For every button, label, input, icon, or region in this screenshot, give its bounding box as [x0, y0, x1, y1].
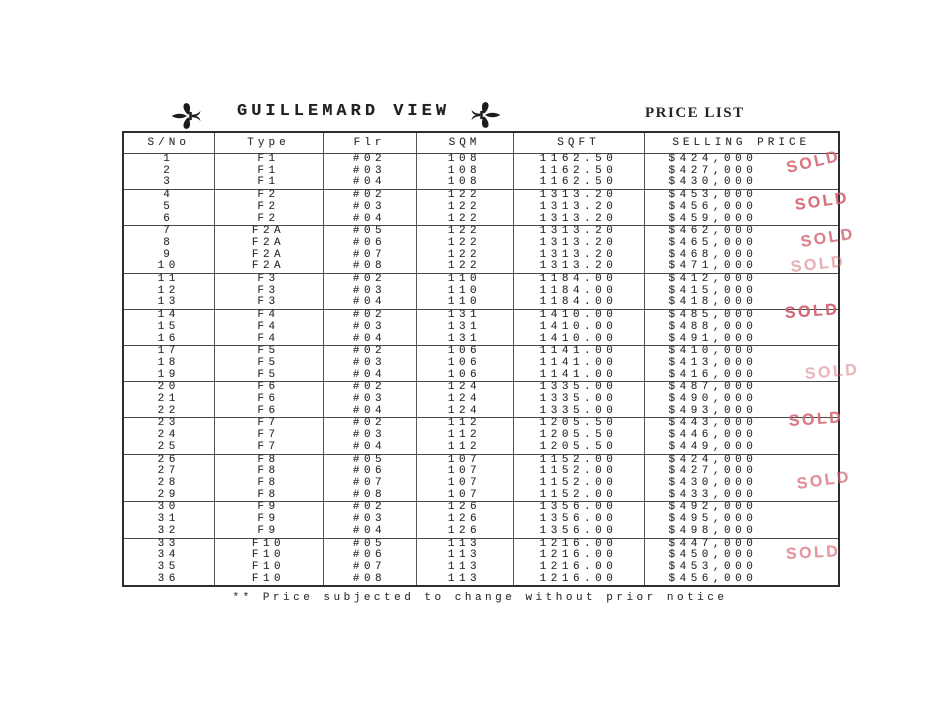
- cell-flr: #02: [323, 190, 416, 202]
- fleur-de-lis-icon: [170, 100, 204, 132]
- cell-type: F10: [214, 550, 323, 562]
- sold-stamp: SOLD: [784, 147, 842, 177]
- cell-sqft: 1335.00: [513, 382, 644, 394]
- cell-type: F2A: [214, 261, 323, 273]
- row-group: [123, 382, 839, 418]
- cell-sqft: 1410.00: [513, 322, 644, 334]
- cell-selling-price: [644, 526, 839, 538]
- price-value: $449,000: [668, 440, 758, 453]
- cell-sno: 31: [123, 514, 214, 526]
- cell-type: F5: [214, 370, 323, 382]
- row-group: [123, 453, 852, 502]
- cell-sqm: 106: [416, 370, 513, 382]
- cell-sno: 25: [123, 442, 214, 454]
- cell-sqft: 1141.00: [513, 358, 644, 370]
- cell-type: F6: [214, 382, 323, 394]
- cell-type: F6: [214, 406, 323, 418]
- sold-stamp: SOLD: [799, 225, 856, 251]
- price-value: $413,000: [668, 356, 758, 369]
- cell-type: F2A: [214, 238, 323, 250]
- cell-sno: 35: [123, 562, 214, 574]
- cell-sqft: 1184.00: [513, 297, 644, 309]
- price-value: $459,000: [668, 212, 758, 225]
- cell-sqm: 122: [416, 190, 513, 202]
- cell-sqft: 1313.20: [513, 250, 644, 262]
- cell-type: F6: [214, 394, 323, 406]
- cell-type: F8: [214, 454, 323, 466]
- column-header-type: Type: [214, 132, 323, 154]
- cell-sno: 12: [123, 286, 214, 298]
- price-value: $498,000: [668, 524, 758, 537]
- price-value: $416,000: [668, 368, 758, 381]
- column-header-sqm: SQM: [416, 132, 513, 154]
- cell-sno: 13: [123, 297, 214, 309]
- cell-type: F3: [214, 286, 323, 298]
- price-value: $433,000: [668, 488, 758, 501]
- cell-sqft: 1410.00: [513, 334, 644, 346]
- cell-flr: #05: [323, 454, 416, 466]
- cell-type: F2: [214, 190, 323, 202]
- cell-flr: #06: [323, 550, 416, 562]
- cell-sno: 24: [123, 430, 214, 442]
- cell-type: F9: [214, 514, 323, 526]
- cell-type: F7: [214, 442, 323, 454]
- cell-sqft: 1205.50: [513, 418, 644, 430]
- cell-sqm: 126: [416, 526, 513, 538]
- price-value: $471,000: [668, 260, 758, 273]
- page-title: GUILLEMARD VIEW: [237, 102, 451, 121]
- cell-sqm: 112: [416, 442, 513, 454]
- cell-sqft: 1313.20: [513, 190, 644, 202]
- cell-sno: 4: [123, 190, 214, 202]
- cell-flr: #05: [323, 538, 416, 550]
- price-value: $418,000: [668, 296, 758, 309]
- cell-sqft: 1184.00: [513, 286, 644, 298]
- cell-flr: #04: [323, 406, 416, 418]
- cell-type: F2: [214, 202, 323, 214]
- cell-flr: #08: [323, 490, 416, 502]
- cell-flr: #03: [323, 358, 416, 370]
- fleur-de-lis-icon: [468, 99, 502, 131]
- cell-flr: #03: [323, 430, 416, 442]
- price-list-heading: PRICE LIST: [645, 105, 745, 121]
- cell-sqft: 1152.00: [513, 478, 644, 490]
- row-group: [123, 274, 839, 310]
- cell-type: F4: [214, 334, 323, 346]
- table-row: [123, 526, 839, 538]
- cell-sno: 29: [123, 490, 214, 502]
- cell-sqm: 107: [416, 478, 513, 490]
- cell-flr: #02: [323, 154, 416, 166]
- cell-type: F1: [214, 177, 323, 189]
- cell-sno: 6: [123, 214, 214, 226]
- cell-sqm: 106: [416, 358, 513, 370]
- cell-flr: #02: [323, 502, 416, 514]
- cell-flr: #02: [323, 346, 416, 358]
- cell-sqft: 1313.20: [513, 202, 644, 214]
- sold-stamp: SOLD: [785, 543, 841, 564]
- cell-sqft: 1141.00: [513, 370, 644, 382]
- cell-sqft: 1216.00: [513, 574, 644, 587]
- cell-sqm: 108: [416, 166, 513, 178]
- cell-type: F7: [214, 418, 323, 430]
- cell-flr: #04: [323, 214, 416, 226]
- sold-stamp: SOLD: [795, 468, 852, 493]
- cell-type: F8: [214, 466, 323, 478]
- cell-sqm: 113: [416, 574, 513, 587]
- price-value: $487,000: [668, 381, 758, 394]
- cell-sqft: 1216.00: [513, 538, 644, 550]
- price-value: $430,000: [668, 476, 758, 489]
- cell-sno: 32: [123, 526, 214, 538]
- cell-sqft: 1335.00: [513, 394, 644, 406]
- price-value: $453,000: [668, 189, 758, 202]
- cell-flr: #04: [323, 442, 416, 454]
- cell-sqm: 110: [416, 286, 513, 298]
- cell-flr: #03: [323, 394, 416, 406]
- price-value: $485,000: [668, 309, 758, 322]
- price-value: $447,000: [668, 537, 758, 550]
- cell-type: F7: [214, 430, 323, 442]
- cell-sno: 14: [123, 310, 214, 322]
- cell-sqm: 126: [416, 502, 513, 514]
- cell-sqft: 1313.20: [513, 261, 644, 273]
- row-group: [123, 345, 860, 383]
- cell-selling-price: [644, 214, 839, 226]
- cell-flr: #04: [323, 297, 416, 309]
- cell-flr: #07: [323, 250, 416, 262]
- price-value: $424,000: [668, 453, 758, 466]
- cell-sqm: 110: [416, 297, 513, 309]
- cell-sqft: 1162.50: [513, 166, 644, 178]
- cell-selling-price: [644, 297, 839, 309]
- price-value: $490,000: [668, 393, 758, 406]
- cell-sno: 22: [123, 406, 214, 418]
- cell-sno: 5: [123, 202, 214, 214]
- cell-type: F1: [214, 154, 323, 166]
- cell-selling-price: [644, 574, 839, 587]
- price-value: $468,000: [668, 248, 758, 261]
- cell-flr: #03: [323, 322, 416, 334]
- cell-sqft: 1205.50: [513, 442, 644, 454]
- cell-flr: #03: [323, 286, 416, 298]
- cell-type: F3: [214, 274, 323, 286]
- cell-type: F4: [214, 310, 323, 322]
- cell-sqm: 113: [416, 550, 513, 562]
- cell-type: F3: [214, 297, 323, 309]
- table-row: [123, 177, 839, 189]
- cell-type: F8: [214, 478, 323, 490]
- cell-flr: #04: [323, 526, 416, 538]
- cell-sqm: 107: [416, 490, 513, 502]
- cell-sqm: 131: [416, 334, 513, 346]
- cell-sqm: 124: [416, 382, 513, 394]
- cell-sno: 20: [123, 382, 214, 394]
- price-value: $453,000: [668, 560, 758, 573]
- cell-sno: 27: [123, 466, 214, 478]
- cell-sqft: 1216.00: [513, 550, 644, 562]
- cell-sqft: 1184.00: [513, 274, 644, 286]
- cell-sqm: 113: [416, 562, 513, 574]
- cell-flr: #03: [323, 202, 416, 214]
- cell-sqm: 124: [416, 394, 513, 406]
- cell-sqft: 1335.00: [513, 406, 644, 418]
- price-value: $427,000: [668, 164, 758, 177]
- cell-sqft: 1162.50: [513, 177, 644, 189]
- cell-sno: 23: [123, 418, 214, 430]
- column-header-sqft: SQFT: [513, 132, 644, 154]
- cell-sno: 7: [123, 226, 214, 238]
- footnote: ** Price subjected to change without prior notice: [232, 592, 728, 604]
- cell-sqm: 131: [416, 322, 513, 334]
- sold-stamp: SOLD: [803, 360, 860, 383]
- column-header-sno: S/No: [123, 132, 214, 154]
- cell-sno: 34: [123, 550, 214, 562]
- price-value: $450,000: [668, 549, 758, 562]
- cell-flr: #06: [323, 238, 416, 250]
- price-value: $412,000: [668, 273, 758, 286]
- price-value: $456,000: [668, 200, 758, 213]
- cell-flr: #02: [323, 310, 416, 322]
- cell-selling-price: [644, 334, 839, 346]
- cell-sno: 9: [123, 250, 214, 262]
- price-value: $410,000: [668, 345, 758, 358]
- cell-sqm: 131: [416, 310, 513, 322]
- cell-flr: #07: [323, 562, 416, 574]
- cell-sqm: 122: [416, 226, 513, 238]
- row-group: [123, 147, 842, 190]
- cell-sqft: 1141.00: [513, 346, 644, 358]
- cell-sqm: 122: [416, 250, 513, 262]
- cell-type: F2A: [214, 226, 323, 238]
- cell-flr: #02: [323, 274, 416, 286]
- row-group: [123, 225, 856, 277]
- cell-sno: 2: [123, 166, 214, 178]
- cell-type: F1: [214, 166, 323, 178]
- cell-sno: 19: [123, 370, 214, 382]
- cell-flr: #02: [323, 382, 416, 394]
- cell-sqm: 113: [416, 538, 513, 550]
- cell-sqft: 1152.00: [513, 490, 644, 502]
- cell-selling-price: [644, 177, 839, 189]
- price-value: $491,000: [668, 332, 758, 345]
- cell-flr: #07: [323, 478, 416, 490]
- cell-sno: 1: [123, 154, 214, 166]
- cell-type: F10: [214, 538, 323, 550]
- cell-flr: #03: [323, 166, 416, 178]
- cell-sno: 3: [123, 177, 214, 189]
- cell-sqft: 1216.00: [513, 562, 644, 574]
- cell-sno: 15: [123, 322, 214, 334]
- cell-sqm: 122: [416, 261, 513, 273]
- cell-sqft: 1313.20: [513, 226, 644, 238]
- cell-sno: 16: [123, 334, 214, 346]
- cell-flr: #08: [323, 574, 416, 587]
- cell-flr: #08: [323, 261, 416, 273]
- price-table: [122, 131, 860, 587]
- cell-type: F2: [214, 214, 323, 226]
- cell-flr: #03: [323, 514, 416, 526]
- cell-sno: 33: [123, 538, 214, 550]
- cell-sno: 28: [123, 478, 214, 490]
- price-value: $495,000: [668, 513, 758, 526]
- row-group: [123, 502, 839, 538]
- cell-sno: 17: [123, 346, 214, 358]
- sold-stamp: SOLD: [789, 253, 846, 277]
- cell-sno: 30: [123, 502, 214, 514]
- price-value: $462,000: [668, 225, 758, 238]
- price-value: $430,000: [668, 176, 758, 189]
- cell-flr: #04: [323, 334, 416, 346]
- table-row: [123, 442, 839, 454]
- cell-sqm: 126: [416, 514, 513, 526]
- cell-sno: 26: [123, 454, 214, 466]
- cell-sqm: 122: [416, 238, 513, 250]
- cell-sno: 36: [123, 574, 214, 587]
- price-value: $424,000: [668, 153, 758, 165]
- cell-type: F5: [214, 346, 323, 358]
- cell-type: F4: [214, 322, 323, 334]
- cell-sqm: 122: [416, 214, 513, 226]
- table-row: [123, 334, 839, 346]
- cell-type: F9: [214, 502, 323, 514]
- cell-type: F10: [214, 562, 323, 574]
- price-value: $443,000: [668, 417, 758, 430]
- cell-sqft: 1162.50: [513, 154, 644, 166]
- cell-sno: 8: [123, 238, 214, 250]
- price-value: $488,000: [668, 320, 758, 333]
- cell-sqft: 1152.00: [513, 466, 644, 478]
- cell-sqft: 1410.00: [513, 310, 644, 322]
- row-group: [123, 538, 839, 586]
- cell-selling-price: [644, 442, 839, 454]
- cell-flr: #04: [323, 370, 416, 382]
- cell-sno: 11: [123, 274, 214, 286]
- cell-sqm: 107: [416, 454, 513, 466]
- sold-stamp: SOLD: [793, 189, 850, 214]
- price-value: $456,000: [668, 572, 758, 585]
- price-value: $415,000: [668, 284, 758, 297]
- cell-sqft: 1205.50: [513, 430, 644, 442]
- cell-sqm: 112: [416, 430, 513, 442]
- cell-type: F9: [214, 526, 323, 538]
- cell-sqft: 1356.00: [513, 514, 644, 526]
- price-value: $465,000: [668, 236, 758, 249]
- table-header: [123, 132, 839, 154]
- cell-type: F10: [214, 574, 323, 587]
- table-row: [123, 574, 839, 587]
- document-header: [0, 0, 943, 131]
- table-row: [123, 261, 839, 273]
- cell-flr: #02: [323, 418, 416, 430]
- cell-sqm: 108: [416, 154, 513, 166]
- cell-sqft: 1356.00: [513, 502, 644, 514]
- row-group: [123, 189, 850, 226]
- cell-sqm: 106: [416, 346, 513, 358]
- cell-sno: 10: [123, 261, 214, 273]
- price-value: $493,000: [668, 404, 758, 417]
- cell-sqm: 110: [416, 274, 513, 286]
- cell-sno: 18: [123, 358, 214, 370]
- cell-sqft: 1313.20: [513, 238, 644, 250]
- cell-sqft: 1152.00: [513, 454, 644, 466]
- cell-sno: 21: [123, 394, 214, 406]
- price-value: $427,000: [668, 465, 758, 478]
- cell-sqft: 1313.20: [513, 214, 644, 226]
- table-row: [123, 214, 839, 226]
- cell-sqm: 122: [416, 202, 513, 214]
- cell-flr: #05: [323, 226, 416, 238]
- cell-flr: #06: [323, 466, 416, 478]
- sold-stamp: SOLD: [787, 409, 844, 431]
- cell-sqm: 107: [416, 466, 513, 478]
- cell-sqm: 108: [416, 177, 513, 189]
- cell-type: F2A: [214, 250, 323, 262]
- cell-flr: #04: [323, 177, 416, 189]
- column-header-price: SELLING PRICE: [644, 132, 839, 154]
- cell-sqft: 1356.00: [513, 526, 644, 538]
- cell-sqm: 112: [416, 418, 513, 430]
- table-row: [123, 297, 839, 309]
- cell-type: F5: [214, 358, 323, 370]
- column-header-flr: Flr: [323, 132, 416, 154]
- price-value: $492,000: [668, 501, 758, 514]
- price-value: $446,000: [668, 429, 758, 442]
- cell-sqm: 124: [416, 406, 513, 418]
- sold-stamp: SOLD: [783, 301, 840, 323]
- cell-type: F8: [214, 490, 323, 502]
